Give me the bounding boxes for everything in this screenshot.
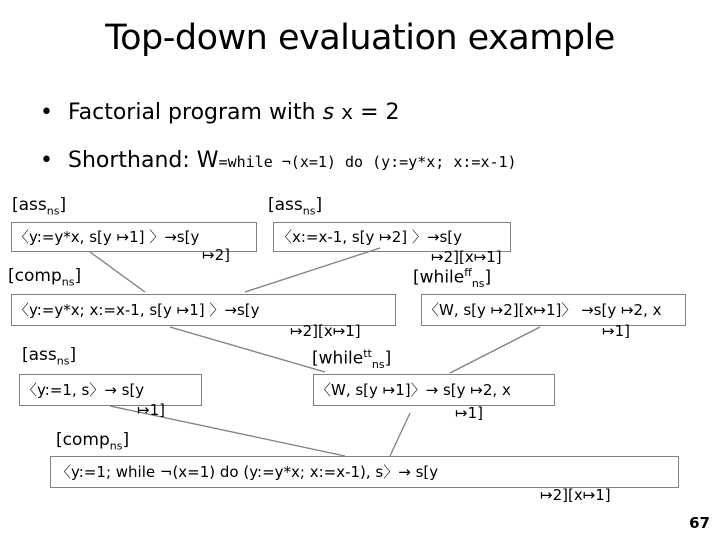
shorthand-code: =while ¬(x=1) do (y:=y*x; x:=x-1) [218, 153, 517, 171]
slide-title: Top-down evaluation example [105, 18, 615, 58]
edge-n1-n3 [90, 252, 145, 292]
bullet-dot: • [40, 100, 53, 125]
node-assign-x-line1: 〈x:=x-1, s[y ↦2] 〉→s[y [277, 228, 463, 246]
node-program-line1: 〈y:=1; while ¬(x=1) do (y:=y*x; x:=x-1), s〉→ s[y [56, 463, 439, 481]
bullet-text: Factorial program with [68, 100, 323, 125]
node-assign-y1-line2: ↦1] [137, 401, 165, 419]
node-compose-line1: 〈y:=y*x; x:=x-1, s[y ↦1] 〉→s[y [14, 301, 260, 319]
rule-while-ff: [while$^{ff}_{ns}$] [413, 266, 492, 291]
edge-n2-n3 [245, 248, 380, 292]
node-while-ff-line1: 〈W, s[y ↦2][x↦1]〉 →s[y ↦2, x [424, 301, 662, 319]
node-assign-y-line2: ↦2] [202, 246, 230, 264]
node-program-line2: ↦2][x↦1] [540, 486, 611, 504]
rule-ass-3: [ass$_{ns}$] [22, 345, 77, 368]
bullet-value: = 2 [353, 100, 400, 125]
node-compose-line2: ↦2][x↦1] [290, 322, 361, 340]
node-assign-y-line1: 〈y:=y*x, s[y ↦1] 〉→s[y [14, 228, 200, 246]
var-x: x [341, 100, 354, 124]
bullet-dot: • [40, 148, 53, 173]
node-assign-x-line2: ↦2][x↦1] [431, 248, 502, 266]
page-number: 67 [689, 514, 710, 532]
state-s: s [322, 100, 335, 125]
bullet-label: Shorthand: [68, 148, 197, 173]
edge-n6-n7 [390, 413, 410, 456]
shorthand-w: W [196, 148, 219, 173]
rule-ass-2: [ass$_{ns}$] [268, 195, 323, 218]
node-while-tt-line2: ↦1] [455, 404, 483, 422]
rule-comp-2: [comp$_{ns}$] [56, 430, 130, 453]
node-assign-y1-line1: 〈y:=1, s〉→ s[y [22, 381, 145, 399]
rule-comp-1: [comp$_{ns}$] [8, 266, 82, 289]
node-while-ff-line2: ↦1] [602, 322, 630, 340]
rule-while-tt: [while$^{tt}_{ns}$] [312, 347, 392, 372]
node-while-tt-line1: 〈W, s[y ↦1]〉→ s[y ↦2, x [316, 381, 511, 399]
rule-ass-1: [ass$_{ns}$] [12, 195, 67, 218]
edge-n4-n6 [450, 327, 540, 373]
